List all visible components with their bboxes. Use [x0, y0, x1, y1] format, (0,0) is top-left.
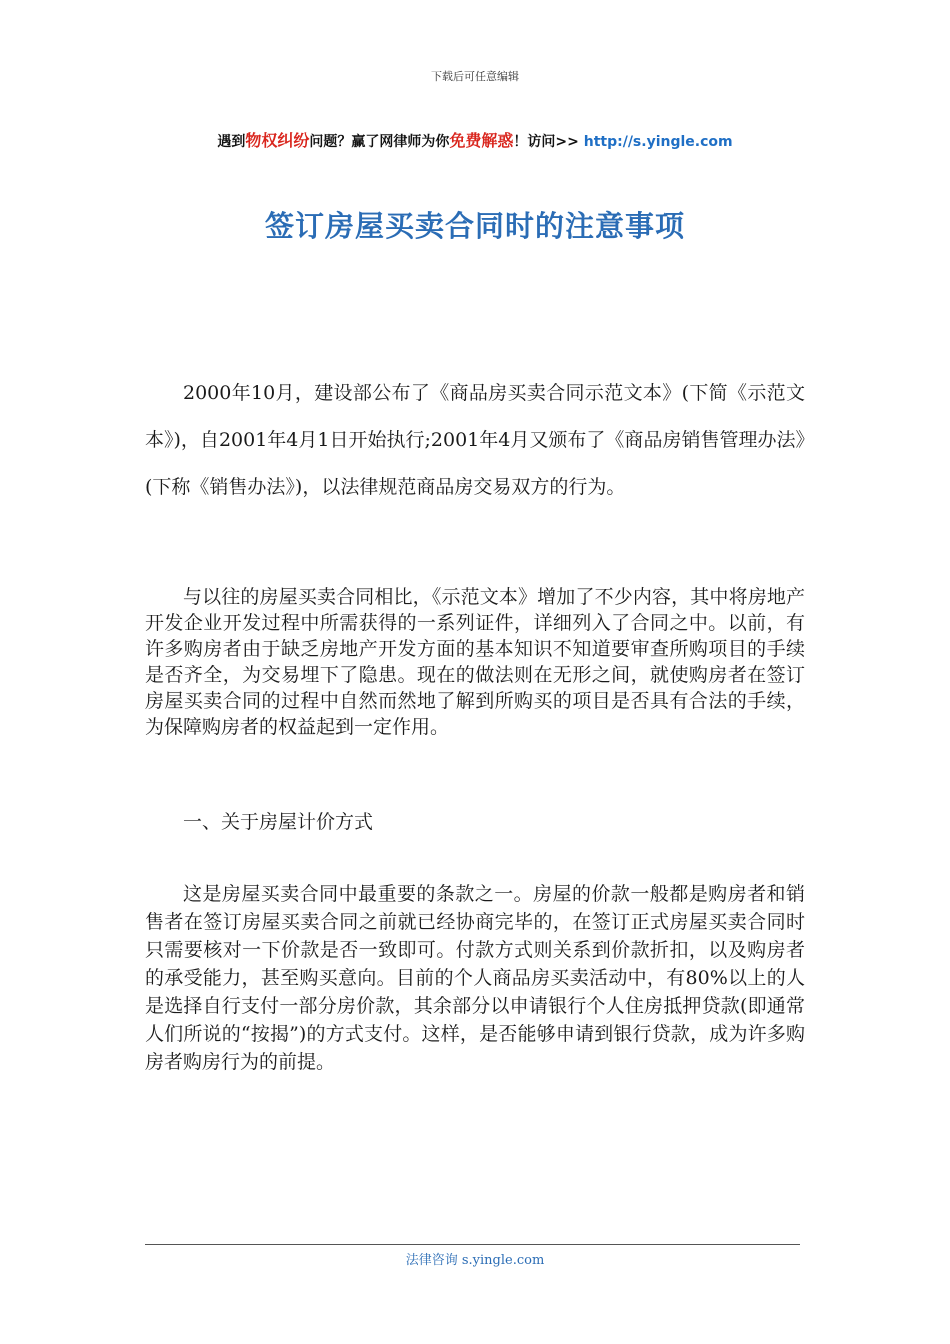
promo-banner: [0, 128, 950, 151]
paragraph-pricing: [145, 880, 805, 1076]
promo-highlight-1: 物权纠纷: [245, 131, 310, 150]
paragraph-text: 2000年10月，建设部公布了《商品房买卖合同示范文本》(下简《示范文本》)，自2001年4月1日开始执行;2001年4月又颁布了《商品房销售管理办法》(下称《销售办法》)，以法律规范商品房交易双方的行为。: [145, 382, 805, 498]
paragraph-comparison: [145, 584, 805, 740]
promo-text-3: ！访问>>: [513, 134, 584, 150]
promo-text-2: 问题？赢了网律师为你: [309, 134, 450, 150]
paragraph-text: 与以往的房屋买卖合同相比，《示范文本》增加了不少内容，其中将房地产开发企业开发过程中所需获得的一系列证件，详细列入了合同之中。以前，有许多购房者由于缺乏房地产开发方面的基本知识不知道要审查所购项目的手续是否齐全，为交易埋下了隐患。现在的做法则在无形之间，就使购房者在签订房屋买卖合同的过程中自然而然地了解到所购买的项目是否具有合法的手续，为保障购房者的权益起到一定作用。: [145, 586, 805, 738]
paragraph-intro: [145, 370, 805, 511]
promo-text-1: 遇到: [217, 134, 246, 150]
section-heading-text: 一、关于房屋计价方式: [183, 811, 374, 833]
footer-text[interactable]: 法律咨询 s.yingle.com: [405, 1253, 545, 1268]
promo-highlight-2: 免费解惑: [449, 131, 514, 150]
top-note: 下载后可任意编辑: [431, 70, 519, 83]
footer-divider: [145, 1244, 800, 1245]
paragraph-text: 这是房屋买卖合同中最重要的条款之一。房屋的价款一般都是购房者和销售者在签订房屋买卖合同之前就已经协商完毕的，在签订正式房屋买卖合同时只需要核对一下价款是否一致即可。付款方式则关系到价款折扣，以及购房者的承受能力，甚至购买意向。目前的个人商品房买卖活动中，有80%以上的人是选择自行支付一部分房价款，其余部分以申请银行个人住房抵押贷款(即通常人们所说的“按揭”)的方式支付。这样，是否能够申请到银行贷款，成为许多购房者购房行为的前提。: [145, 883, 805, 1073]
promo-link[interactable]: http://s.yingle.com: [583, 134, 733, 150]
document-title: 签订房屋买卖合同时的注意事项: [264, 209, 685, 243]
section-heading: [145, 808, 805, 836]
